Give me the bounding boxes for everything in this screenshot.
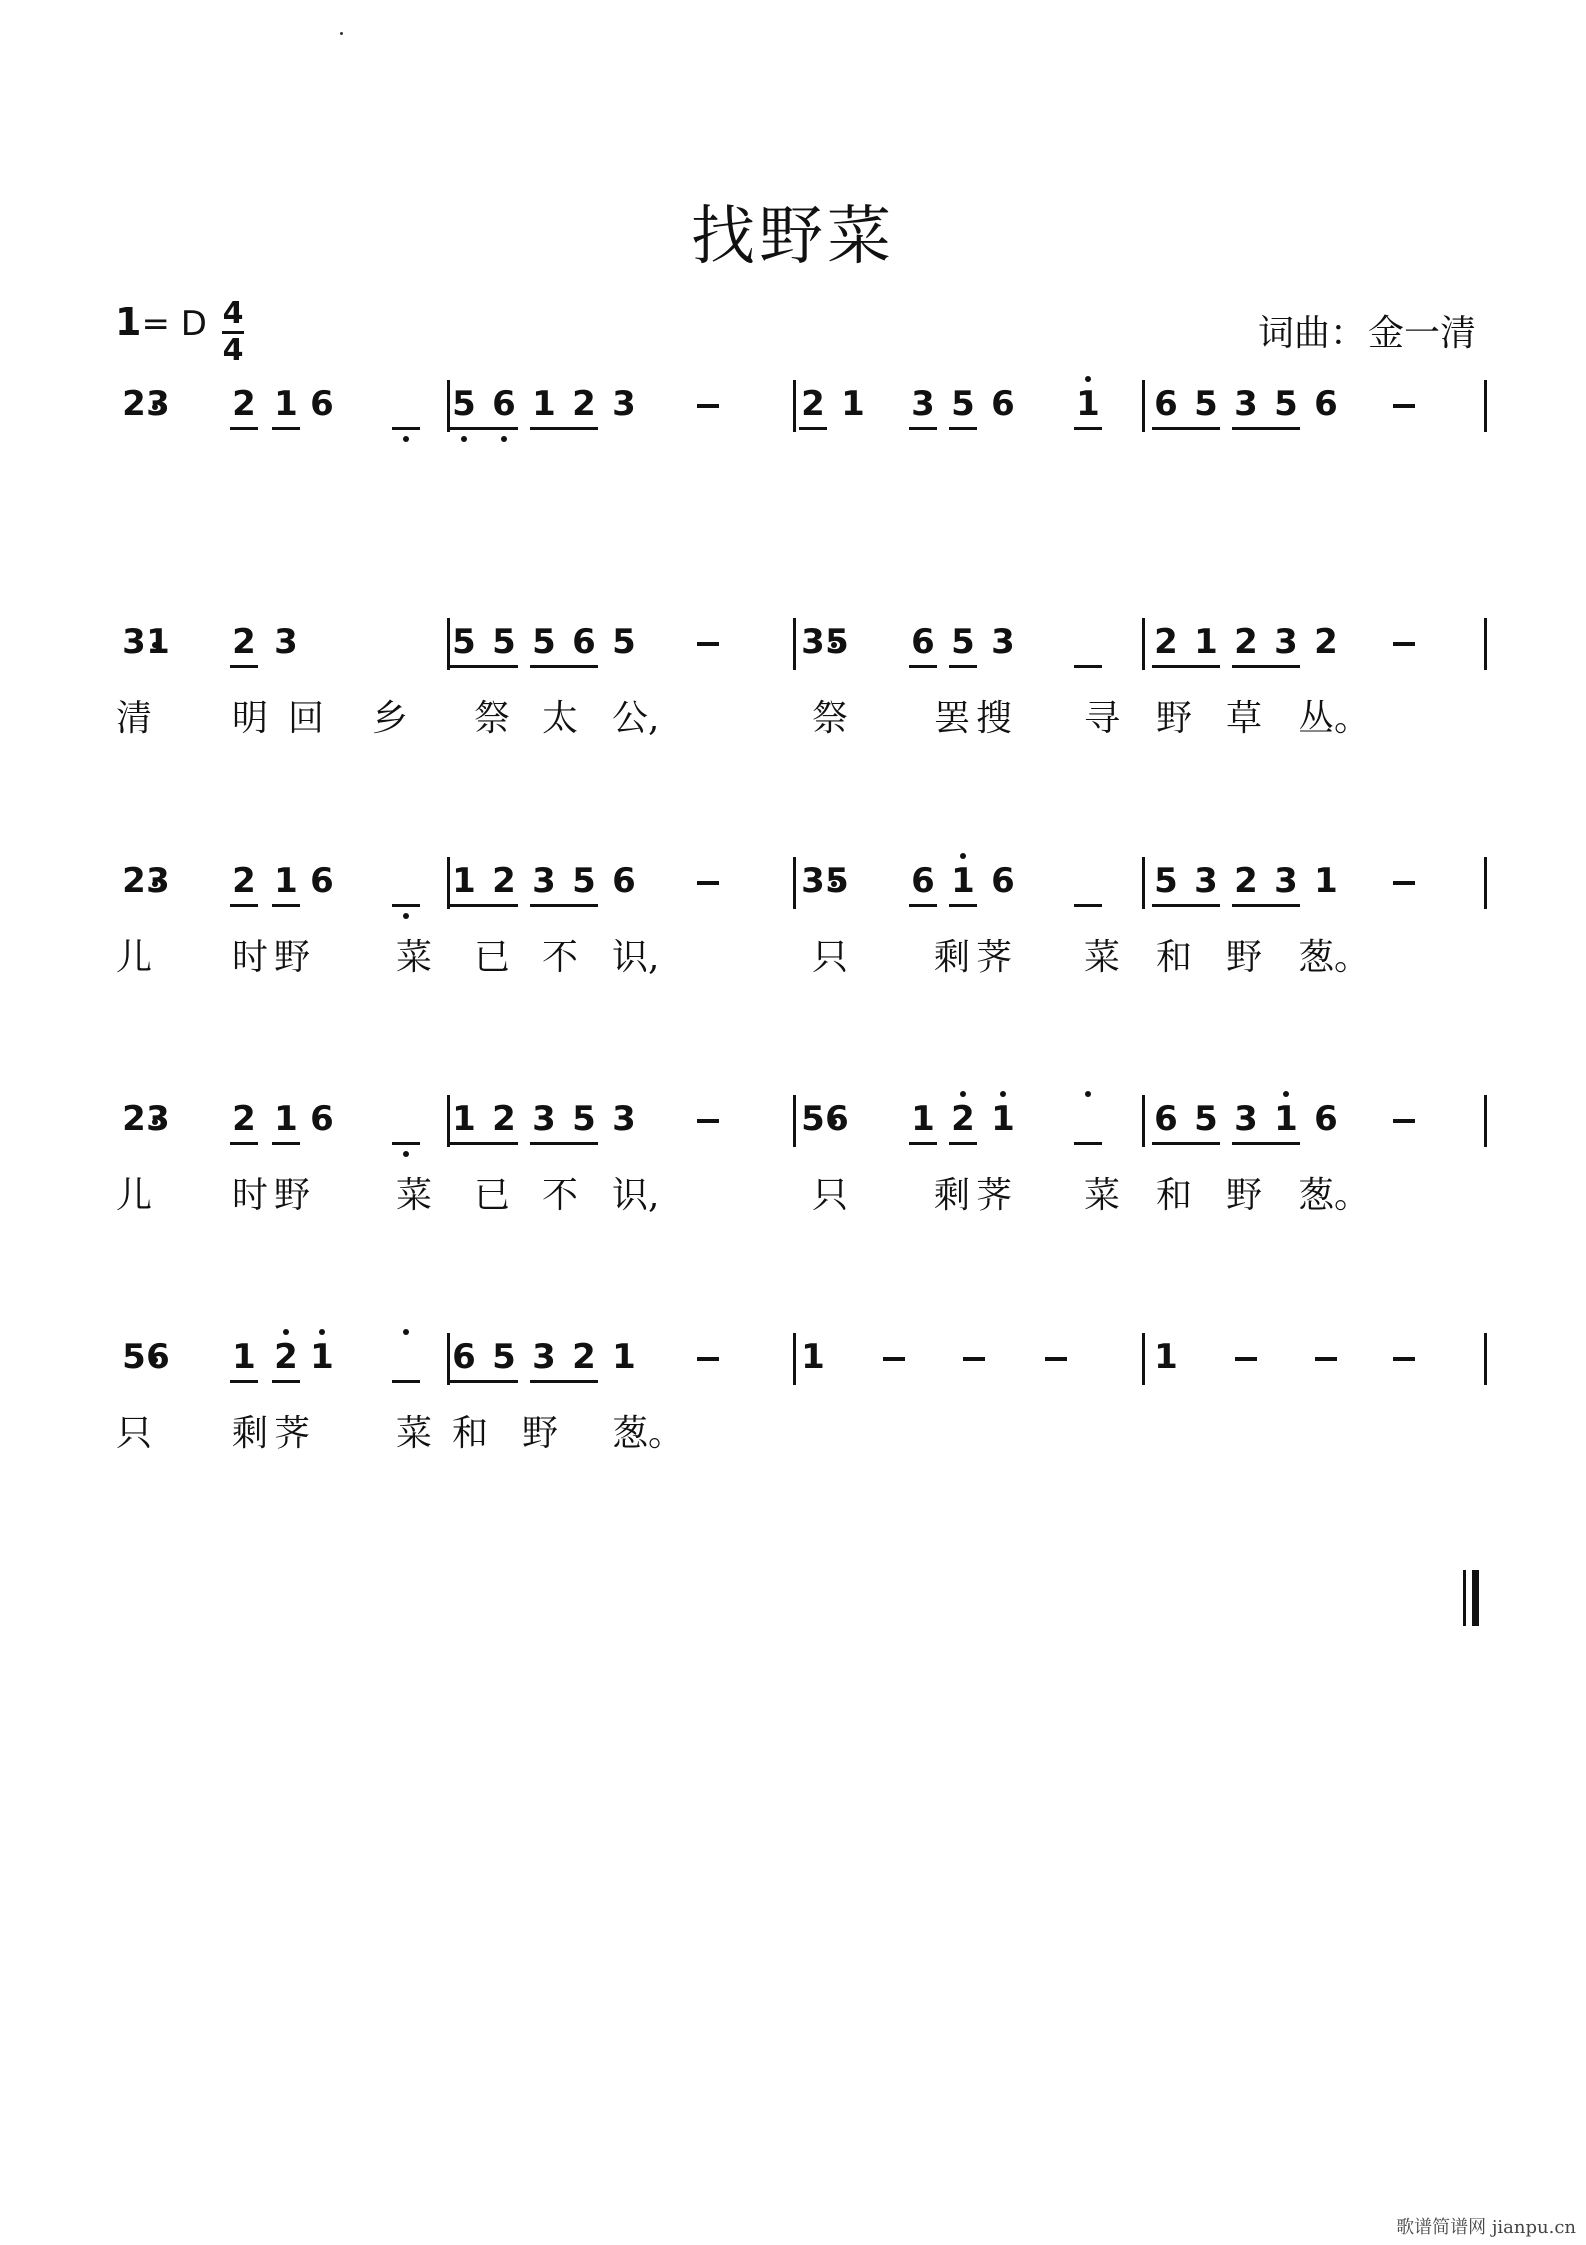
note: 2 [232, 1099, 256, 1139]
high-octave-dot [1085, 1091, 1091, 1097]
note: 1 [1194, 622, 1218, 662]
beam-underline [450, 1142, 518, 1145]
note: 1 [991, 1099, 1015, 1139]
note: 3 [532, 861, 556, 901]
beam-underline [1152, 1142, 1220, 1145]
score-system [0, 380, 1586, 500]
beam-underline [230, 427, 258, 430]
beam-underline [392, 1380, 420, 1383]
note: 1 [452, 1099, 476, 1139]
note: 5 [951, 384, 975, 424]
note: 2 [1314, 622, 1338, 662]
final-barline-thick [1472, 1570, 1479, 1626]
beam-underline [909, 1142, 937, 1145]
extension-dash [1393, 404, 1415, 408]
lyric-syllable: 菜 [395, 1175, 432, 1216]
beam-underline [1152, 427, 1220, 430]
beam-underline [530, 665, 598, 668]
note: 1 [274, 384, 298, 424]
lyric-syllable: 识, [612, 1175, 660, 1216]
note: 6 [310, 1099, 334, 1139]
note: 5 [1194, 384, 1218, 424]
note: 5 [492, 1337, 516, 1377]
beam-underline [450, 665, 518, 668]
beam-underline [949, 427, 977, 430]
song-title: 找野菜 [691, 200, 895, 274]
lyric-syllable: 剩 [933, 937, 970, 978]
extension-dash [697, 404, 719, 408]
note: 1 [532, 384, 556, 424]
note: 6 [612, 861, 636, 901]
lyric-syllable: 葱。 [1298, 937, 1371, 978]
beam-underline [230, 1142, 258, 1145]
lyric-syllable: 祭 [811, 698, 848, 739]
note: 3 [991, 622, 1015, 662]
barline [793, 380, 796, 432]
credit-value: 金一清 [1367, 313, 1476, 354]
lyric-syllable: 只 [811, 937, 848, 978]
note: 6 [1314, 384, 1338, 424]
beam-underline [1232, 427, 1300, 430]
beam-underline [450, 427, 518, 430]
final-barline [1463, 1570, 1487, 1626]
note: 2 [122, 1099, 146, 1139]
lyric-syllable: 草 [1225, 698, 1262, 739]
note: 1 [612, 1337, 636, 1377]
lyric-syllable: 野 [273, 937, 310, 978]
note: 6 [991, 861, 1015, 901]
barline [1484, 380, 1487, 432]
score-system [0, 1095, 1586, 1215]
beam-underline [1074, 427, 1102, 430]
beam-underline [949, 1142, 977, 1145]
note: 1 [801, 1337, 825, 1377]
note: 2 [122, 861, 146, 901]
high-octave-dot [1085, 376, 1091, 382]
lyric-syllable: 菜 [1083, 1175, 1120, 1216]
note: 2 [232, 861, 256, 901]
note: 3 [911, 384, 935, 424]
lyric-syllable: 野 [1225, 1175, 1262, 1216]
lyric-syllable: 搜 [975, 698, 1012, 739]
final-barline-thin [1463, 1570, 1466, 1626]
barline [1484, 1333, 1487, 1385]
lyric-syllable: 不 [541, 937, 578, 978]
beam-underline [530, 427, 598, 430]
note: 2 [1154, 622, 1178, 662]
time-signature-bottom: 4 [222, 333, 244, 368]
lyric-syllable: 剩 [933, 1175, 970, 1216]
extension-dash [963, 1357, 985, 1361]
note: 2 [572, 384, 596, 424]
note: 5 [122, 1337, 146, 1377]
note: 3 [1274, 622, 1298, 662]
beam-underline [272, 427, 300, 430]
beam-underline [909, 904, 937, 907]
beam-underline [272, 1380, 300, 1383]
low-octave-dot [403, 436, 409, 442]
lyric-syllable: 菜 [1083, 937, 1120, 978]
note: 2 [274, 1337, 298, 1377]
note: 5 [492, 622, 516, 662]
lyric-syllable: 不 [541, 1175, 578, 1216]
lyric-syllable: 只 [811, 1175, 848, 1216]
note: 3 [532, 1337, 556, 1377]
high-octave-dot [1283, 1091, 1289, 1097]
key-equals: = [141, 304, 170, 344]
barline [1484, 618, 1487, 670]
extension-dash [697, 642, 719, 646]
lyric-syllable: 和 [1155, 1175, 1192, 1216]
beam-underline [230, 665, 258, 668]
high-octave-dot [1000, 1091, 1006, 1097]
beam-underline [1232, 1142, 1300, 1145]
lyric-syllable: 和 [1155, 937, 1192, 978]
note: 1 [1314, 861, 1338, 901]
beam-underline [799, 427, 827, 430]
extension-dash [1393, 1119, 1415, 1123]
score-system [0, 857, 1586, 977]
note: 3 [612, 384, 636, 424]
beam-underline [530, 1142, 598, 1145]
note: 2 [232, 622, 256, 662]
extension-dash [1315, 1357, 1337, 1361]
note: 2 [122, 384, 146, 424]
note: 2 [492, 1099, 516, 1139]
high-octave-dot [960, 1091, 966, 1097]
lyric-syllable: 罢 [933, 698, 970, 739]
beam-underline [909, 427, 937, 430]
note: 3 [274, 622, 298, 662]
lyric-syllable: 识, [612, 937, 660, 978]
lyric-syllable: 祭 [473, 698, 510, 739]
lyric-syllable: 儿 [115, 937, 152, 978]
note: 5 [572, 861, 596, 901]
note: 6 [911, 622, 935, 662]
high-octave-dot [403, 1329, 409, 1335]
note: 2 [1234, 861, 1258, 901]
note: 6 [1154, 384, 1178, 424]
lyric-syllable: 荠 [975, 937, 1012, 978]
lyric-syllable: 太 [541, 698, 578, 739]
beam-underline [1152, 904, 1220, 907]
lyric-syllable: 时 [231, 1175, 268, 1216]
note: 3 [146, 384, 170, 424]
beam-underline [1152, 665, 1220, 668]
beam-underline [530, 904, 598, 907]
beam-underline [1232, 904, 1300, 907]
extension-dash [697, 1119, 719, 1123]
note: 6 [1154, 1099, 1178, 1139]
extension-dash [1393, 1357, 1415, 1361]
high-octave-dot [283, 1329, 289, 1335]
key-signature [115, 300, 207, 344]
time-signature-top: 4 [222, 296, 244, 331]
lyric-syllable: 野 [1155, 698, 1192, 739]
extension-dash [697, 881, 719, 885]
note: 2 [951, 1099, 975, 1139]
note: 6 [310, 384, 334, 424]
lyric-syllable: 野 [521, 1413, 558, 1454]
note: 6 [825, 1099, 849, 1139]
note: 3 [146, 861, 170, 901]
stray-mark [340, 32, 343, 35]
note: 6 [572, 622, 596, 662]
lyric-syllable: 葱。 [1298, 1175, 1371, 1216]
note: 2 [1234, 622, 1258, 662]
beam-underline [450, 1380, 518, 1383]
barline [1142, 380, 1145, 432]
note: 1 [146, 622, 170, 662]
note: 6 [911, 861, 935, 901]
lyric-syllable: 荠 [975, 1175, 1012, 1216]
beam-underline [272, 904, 300, 907]
beam-underline [949, 904, 977, 907]
note: 6 [452, 1337, 476, 1377]
barline [1142, 1095, 1145, 1147]
note: 2 [572, 1337, 596, 1377]
note: 3 [1234, 384, 1258, 424]
note: 5 [1154, 861, 1178, 901]
note: 3 [612, 1099, 636, 1139]
barline [793, 857, 796, 909]
note: 3 [801, 861, 825, 901]
barline [1484, 857, 1487, 909]
lyric-syllable: 时 [231, 937, 268, 978]
note: 1 [310, 1337, 334, 1377]
note: 3 [122, 622, 146, 662]
lyric-syllable: 野 [1225, 937, 1262, 978]
extension-dash [1393, 642, 1415, 646]
note: 2 [232, 384, 256, 424]
low-octave-dot [403, 913, 409, 919]
extension-dash [1045, 1357, 1067, 1361]
note: 5 [572, 1099, 596, 1139]
note: 5 [801, 1099, 825, 1139]
note: 5 [951, 622, 975, 662]
lyric-syllable: 清 [115, 698, 152, 739]
note: 5 [532, 622, 556, 662]
extension-dash [697, 1357, 719, 1361]
credit [1258, 305, 1476, 356]
watermark: 歌谱简谱网 jianpu.cn [1396, 2217, 1576, 2238]
barline [793, 618, 796, 670]
lyric-syllable: 已 [473, 1175, 510, 1216]
note: 5 [612, 622, 636, 662]
beam-underline [392, 1142, 420, 1145]
note: 3 [1274, 861, 1298, 901]
note: 5 [452, 622, 476, 662]
note: 5 [1194, 1099, 1218, 1139]
beam-underline [392, 427, 420, 430]
barline [1142, 1333, 1145, 1385]
note: 1 [841, 384, 865, 424]
note: 5 [825, 622, 849, 662]
note: 1 [1274, 1099, 1298, 1139]
note: 6 [310, 861, 334, 901]
note: 6 [146, 1337, 170, 1377]
lyric-syllable: 已 [473, 937, 510, 978]
lyric-syllable: 剩 [231, 1413, 268, 1454]
lyric-syllable: 回 [287, 698, 324, 739]
beam-underline [1232, 665, 1300, 668]
lyric-syllable: 菜 [395, 937, 432, 978]
note: 6 [1314, 1099, 1338, 1139]
beam-underline [1074, 665, 1102, 668]
beam-underline [949, 665, 977, 668]
beam-underline [450, 904, 518, 907]
score-system [0, 1333, 1586, 1453]
score-system [0, 618, 1586, 738]
lyric-syllable: 野 [273, 1175, 310, 1216]
lyric-syllable: 寻 [1083, 698, 1120, 739]
key-prefix: 1 [115, 300, 142, 344]
lyric-syllable: 和 [451, 1413, 488, 1454]
beam-underline [909, 665, 937, 668]
credit-label: 词曲： [1257, 313, 1366, 354]
lyric-syllable: 公, [612, 698, 660, 739]
lyric-syllable: 明 [231, 698, 268, 739]
key-tonic: D [180, 304, 207, 344]
note: 1 [951, 861, 975, 901]
note: 1 [1154, 1337, 1178, 1377]
extension-dash [1235, 1357, 1257, 1361]
note: 2 [492, 861, 516, 901]
note: 1 [274, 861, 298, 901]
lyric-syllable: 葱。 [612, 1413, 685, 1454]
extension-dash [1393, 881, 1415, 885]
lyric-syllable: 乡 [371, 698, 408, 739]
barline [1142, 857, 1145, 909]
note: 3 [801, 622, 825, 662]
beam-underline [230, 1380, 258, 1383]
note: 5 [1274, 384, 1298, 424]
time-signature [222, 298, 244, 367]
lyric-syllable: 丛。 [1298, 698, 1371, 739]
beam-underline [272, 1142, 300, 1145]
note: 6 [991, 384, 1015, 424]
note: 2 [801, 384, 825, 424]
beam-underline [1074, 1142, 1102, 1145]
barline [793, 1333, 796, 1385]
barline [793, 1095, 796, 1147]
beam-underline [392, 904, 420, 907]
note: 6 [492, 384, 516, 424]
note: 3 [532, 1099, 556, 1139]
note: 1 [911, 1099, 935, 1139]
low-octave-dot [461, 436, 467, 442]
note: 1 [1076, 384, 1100, 424]
lyric-syllable: 只 [115, 1413, 152, 1454]
note: 3 [1234, 1099, 1258, 1139]
note: 3 [146, 1099, 170, 1139]
lyric-syllable: 儿 [115, 1175, 152, 1216]
lyric-syllable: 菜 [395, 1413, 432, 1454]
high-octave-dot [960, 853, 966, 859]
note: 5 [452, 384, 476, 424]
barline [1142, 618, 1145, 670]
low-octave-dot [403, 1151, 409, 1157]
extension-dash [883, 1357, 905, 1361]
beam-underline [230, 904, 258, 907]
note: 5 [825, 861, 849, 901]
note: 1 [274, 1099, 298, 1139]
beam-underline [530, 1380, 598, 1383]
note: 3 [1194, 861, 1218, 901]
low-octave-dot [501, 436, 507, 442]
note: 1 [232, 1337, 256, 1377]
note: 1 [452, 861, 476, 901]
lyric-syllable: 荠 [273, 1413, 310, 1454]
beam-underline [1074, 904, 1102, 907]
barline [1484, 1095, 1487, 1147]
high-octave-dot [319, 1329, 325, 1335]
